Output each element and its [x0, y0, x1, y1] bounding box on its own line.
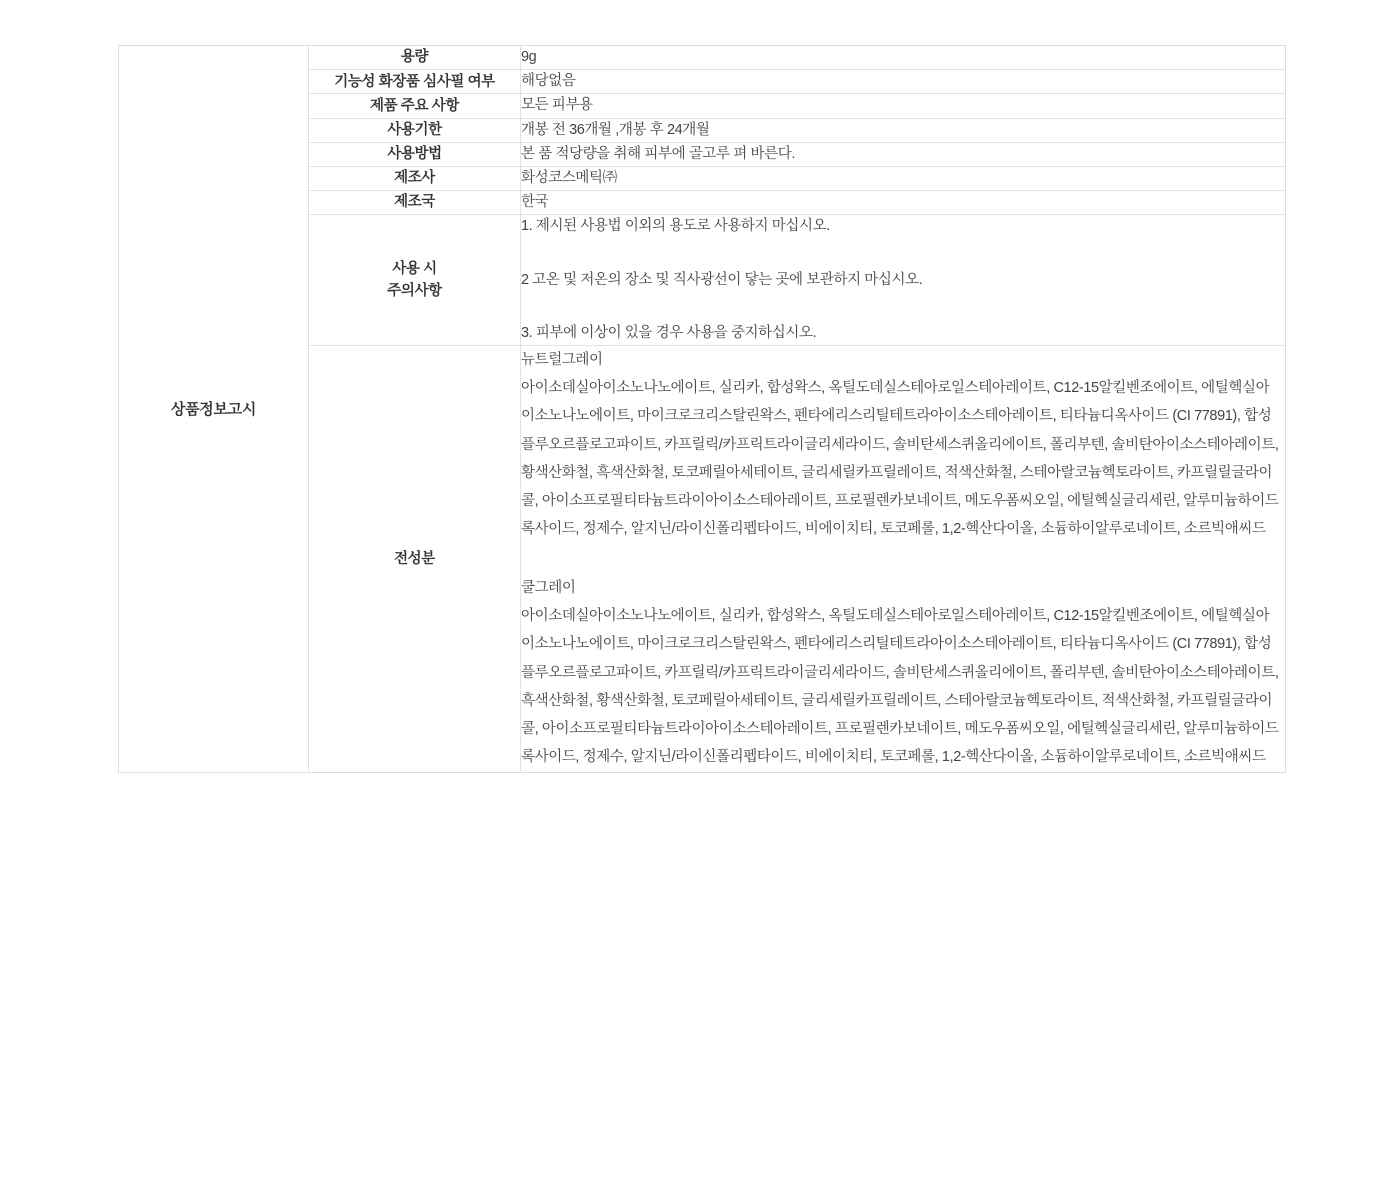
caution-line: 2 고온 및 저온의 장소 및 직사광선이 닿는 곳에 보관하지 마십시오. — [521, 271, 923, 288]
row-label-cautions — [309, 215, 521, 346]
row-label-ingredients: 전성분 — [309, 345, 521, 772]
row-value-main-features: 모든 피부용 — [521, 94, 1286, 118]
row-label-usage: 사용방법 — [309, 142, 521, 166]
row-label-main-features: 제품 주요 사항 — [309, 94, 521, 118]
row-value-volume: 9g — [521, 46, 1286, 70]
ingredient-group-body: 아이소데실아이소노나노에이트, 실리카, 합성왁스, 옥틸도데실스테아로일스테아레이트, C12-15알킬벤조에이트, 에틸헥실아이소노나노에이트, 마이크로크리스탈린왁스, 펜타에리스리틸테트라아이소스테아레이트, 티타늄디옥사이드 (CI 77891), 합성플루오르플로고파이트, 카프릴릭/카프릭트라이글리세라이드, 솔비탄세스퀴올리에이트, 폴리부텐, 솔비탄아이소스테아레이트, 황색산화철, 흑색산화철, 토코페릴아세테이트, 글리세릴카프릴레이트, 적색산화철, 스테아랄코늄헥토라이트, 카프릴릴글라이콜, 아이소프로필티타늄트라이아이소스테아레이트, 프로필렌카보네이트, 메도우폼씨오일, 에틸헥실글리세린, 알루미늄하이드록사이드, 정제수, 알지닌/라이신폴리펩타이드, 비에이치티, 토코페롤, 1,2-헥산다이올, 소듐하이알루로네이트, 소르빅애씨드 — [521, 380, 1279, 538]
table-row — [119, 46, 1286, 70]
row-value-manufacturer: 화성코스메틱㈜ — [521, 166, 1286, 190]
product-info-table — [118, 45, 1286, 773]
row-value-country: 한국 — [521, 191, 1286, 215]
caution-line: 1. 제시된 사용법 이외의 용도로 사용하지 마십시오. — [521, 218, 830, 235]
ingredient-group-title: 뉴트럴그레이 — [521, 351, 603, 368]
caution-line: 3. 피부에 이상이 있을 경우 사용을 중지하십시오. — [521, 324, 817, 341]
ingredient-group-neutral-gray — [521, 346, 1285, 544]
row-label-expiry: 사용기한 — [309, 118, 521, 142]
cautions-label-line-1: 사용 시 — [392, 260, 437, 277]
section-title: 상품정보고시 — [119, 46, 309, 773]
cautions-label-line-2: 주의사항 — [387, 283, 442, 300]
row-label-country: 제조국 — [309, 191, 521, 215]
ingredient-group-body: 아이소데실아이소노나노에이트, 실리카, 합성왁스, 옥틸도데실스테아로일스테아레이트, C12-15알킬벤조에이트, 에틸헥실아이소노나노에이트, 마이크로크리스탈린왁스, 펜타에리스리틸테트라아이소스테아레이트, 티타늄디옥사이드 (CI 77891), 합성플루오르플로고파이트, 카프릴릭/카프릭트라이글리세라이드, 솔비탄세스퀴올리에이트, 폴리부텐, 솔비탄아이소스테아레이트, 흑색산화철, 황색산화철, 토코페릴아세테이트, 글리세릴카프릴레이트, 스테아랄코늄헥토라이트, 적색산화철, 카프릴릴글라이콜, 아이소프로필티타늄트라이아이소스테아레이트, 프로필렌카보네이트, 메도우폼씨오일, 에틸헥실글리세린, 알루미늄하이드록사이드, 정제수, 알지닌/라이신폴리펩타이드, 비에이치티, 토코페롤, 1,2-헥산다이올, 소듐하이알루로네이트, 소르빅애씨드 — [521, 608, 1279, 766]
row-value-ingredients — [521, 345, 1286, 772]
row-label-manufacturer: 제조사 — [309, 166, 521, 190]
row-value-expiry: 개봉 전 36개월 ,개봉 후 24개월 — [521, 118, 1286, 142]
ingredient-group-cool-gray — [521, 574, 1285, 772]
row-value-usage: 본 품 적당량을 취해 피부에 골고루 펴 바른다. — [521, 142, 1286, 166]
row-value-functional-review: 해당없음 — [521, 70, 1286, 94]
ingredient-group-title: 쿨그레이 — [521, 579, 576, 596]
row-label-functional-review: 기능성 화장품 심사필 여부 — [309, 70, 521, 94]
row-value-cautions — [521, 215, 1286, 346]
row-label-volume: 용량 — [309, 46, 521, 70]
